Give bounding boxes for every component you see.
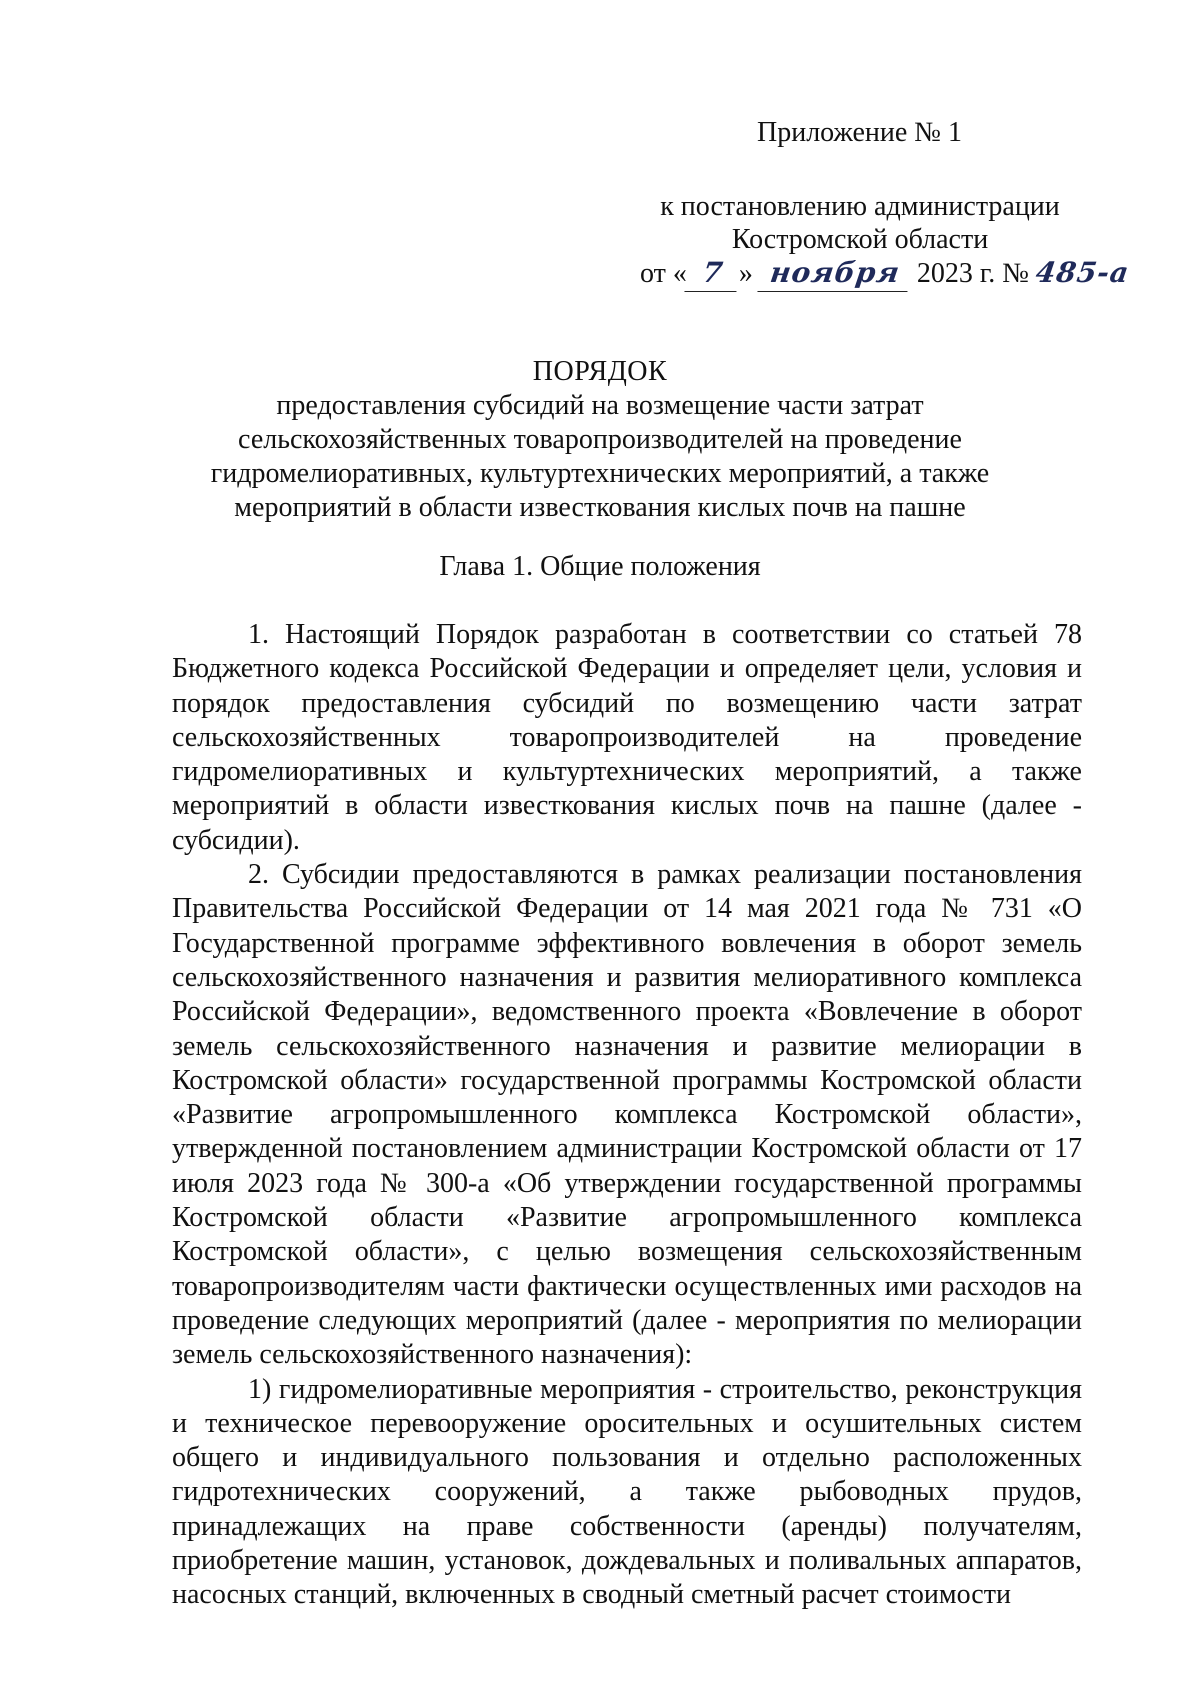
handwritten-day: 7 xyxy=(684,255,741,292)
date-prefix: от « xyxy=(640,258,687,289)
paragraph-1: 1. Настоящий Порядок разработан в соответствии со статьей 78 Бюджетного кодекса Российской Федерации и определяет цели, условия и порядок предоставления субсидий по возмещению части затрат сельскохозяйственных товаропроизводителей на проведение гидромелиоративных и культуртехнических мероприятий, а также мероприятий в области известкования кислых почв на пашне (далее - субсидии). xyxy=(172,619,1082,856)
decree-reference-line-1: к постановлению администрации xyxy=(660,191,1060,222)
date-year: 2023 г. № xyxy=(916,258,1029,289)
document-subtitle xyxy=(170,389,1030,525)
document-body xyxy=(172,618,1082,1613)
subtitle-line: сельскохозяйственных товаропроизводителей на проведение xyxy=(238,424,962,455)
date-mid: » xyxy=(738,258,753,289)
paragraph-2: 2. Субсидии предоставляются в рамках реализации постановления Правительства Российской Федерации от 14 мая 2021 года № 731 «О Государственной программе эффективного вовлечения в оборот земель сельскохозяйственного назначения и развития мелиоративного комплекса Российской Федерации», ведомственного проекта «Вовлечение в оборот земель сельскохозяйственного назначения и развитие мелиорации в Костромской области» государственной программы Костромской области «Развитие агропромышленного комплекса Костромской области», утвержденной постановлением администрации Костромской области от 17 июля 2023 года № 300-а «Об утверждении государственной программы Костромской области «Развитие агропромышленного комплекса Костромской области», с целью возмещения сельскохозяйственным товаропроизводителям части фактически осуществленных ими расходов на проведение следующих мероприятий (далее - мероприятия по мелиорации земель сельскохозяйственного назначения): xyxy=(172,859,1082,1371)
chapter-heading: Глава 1. Общие положения xyxy=(439,551,761,582)
handwritten-month: ноября xyxy=(757,255,912,292)
decree-date-line xyxy=(640,255,1136,292)
subtitle-line: предоставления субсидий на возмещение части затрат xyxy=(276,390,924,421)
subtitle-line: мероприятий в области известкования кислых почв на пашне xyxy=(234,492,966,523)
subtitle-line: гидромелиоративных, культуртехнических мероприятий, а также xyxy=(210,458,990,489)
decree-reference-line-2: Костромской области xyxy=(731,224,989,255)
document-title: ПОРЯДОК xyxy=(532,356,668,387)
handwritten-decree-number: 485-а xyxy=(1033,256,1132,289)
paragraph-2-item-1: 1) гидромелиоративные мероприятия - строительство, реконструкция и техническое перевооружение оросительных и осушительных систем общего и индивидуального пользования и отдельно расположенных гидротехнических сооружений, а также рыбоводных прудов, принадлежащих на праве собственности (аренды) получателям, приобретение машин, установок, дождевальных и поливальных аппаратов, насосных станций, включенных в сводный сметный расчет стоимости xyxy=(172,1373,1082,1611)
decree-reference xyxy=(600,190,1120,256)
appendix-label: Приложение № 1 xyxy=(757,117,962,148)
